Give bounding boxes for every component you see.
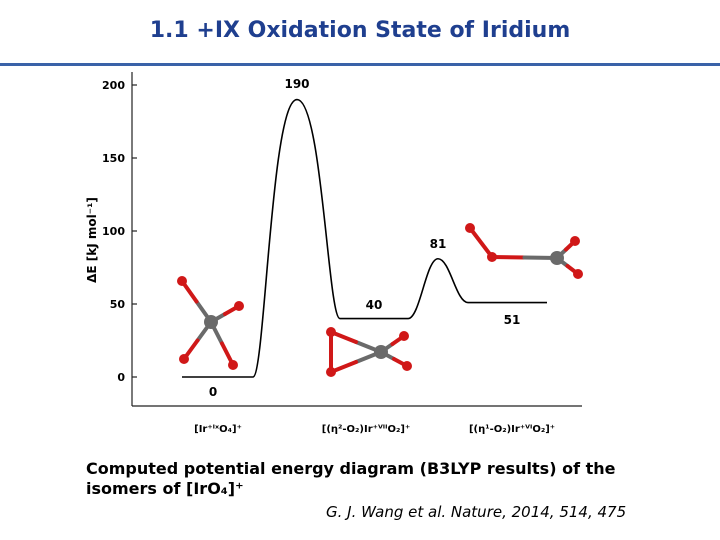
energy-value-label: 40 <box>365 298 383 312</box>
slide-title: 1.1 +IX Oxidation State of Iridium <box>149 18 571 43</box>
barrier-curve-2 <box>408 259 468 319</box>
y-tick-label: 150 <box>102 152 125 165</box>
oxygen-atom <box>402 361 412 371</box>
oxygen-atom <box>228 360 238 370</box>
species-label: [(η²-O₂)Ir⁺ⱽᴵᴵO₂]⁺ <box>321 424 411 435</box>
y-tick-label: 0 <box>117 371 125 384</box>
iridium-atom <box>204 315 218 329</box>
energy-curve <box>182 100 547 377</box>
energy-value-label: 190 <box>284 77 310 91</box>
energy-value-label: 0 <box>208 385 218 399</box>
y-tick-label: 50 <box>109 298 125 311</box>
species-label: [(η¹-O₂)Ir⁺ⱽᴵO₂]⁺ <box>468 424 556 435</box>
oxygen-atom <box>234 301 244 311</box>
oxygen-atom <box>326 327 336 337</box>
y-axis-title: ΔE [kJ mol⁻¹] <box>85 197 99 283</box>
oxygen-atom <box>465 223 475 233</box>
oxygen-atom <box>179 354 189 364</box>
y-tick-label: 200 <box>102 79 125 92</box>
oxygen-atom <box>573 269 583 279</box>
bond <box>470 228 492 257</box>
citation: G. J. Wang et al. Nature, 2014, 514, 475 <box>326 503 627 521</box>
chart-axes <box>85 72 582 406</box>
oxygen-atom <box>399 331 409 341</box>
y-tick-label: 100 <box>102 225 125 238</box>
figure-caption: Computed potential energy diagram (B3LYP results) of the isomers of [IrO₄]⁺ <box>86 459 616 498</box>
species-label: [Ir⁺ᴵˣO₄]⁺ <box>194 424 242 435</box>
oxygen-atom <box>177 276 187 286</box>
oxygen-atom <box>326 367 336 377</box>
barrier-curve-1 <box>253 100 340 377</box>
iridium-atom <box>374 345 388 359</box>
iridium-atom <box>550 251 564 265</box>
oxygen-atom <box>487 252 497 262</box>
oxygen-atom <box>570 236 580 246</box>
energy-value-label: 51 <box>503 313 521 327</box>
energy-value-label: 81 <box>429 237 447 251</box>
